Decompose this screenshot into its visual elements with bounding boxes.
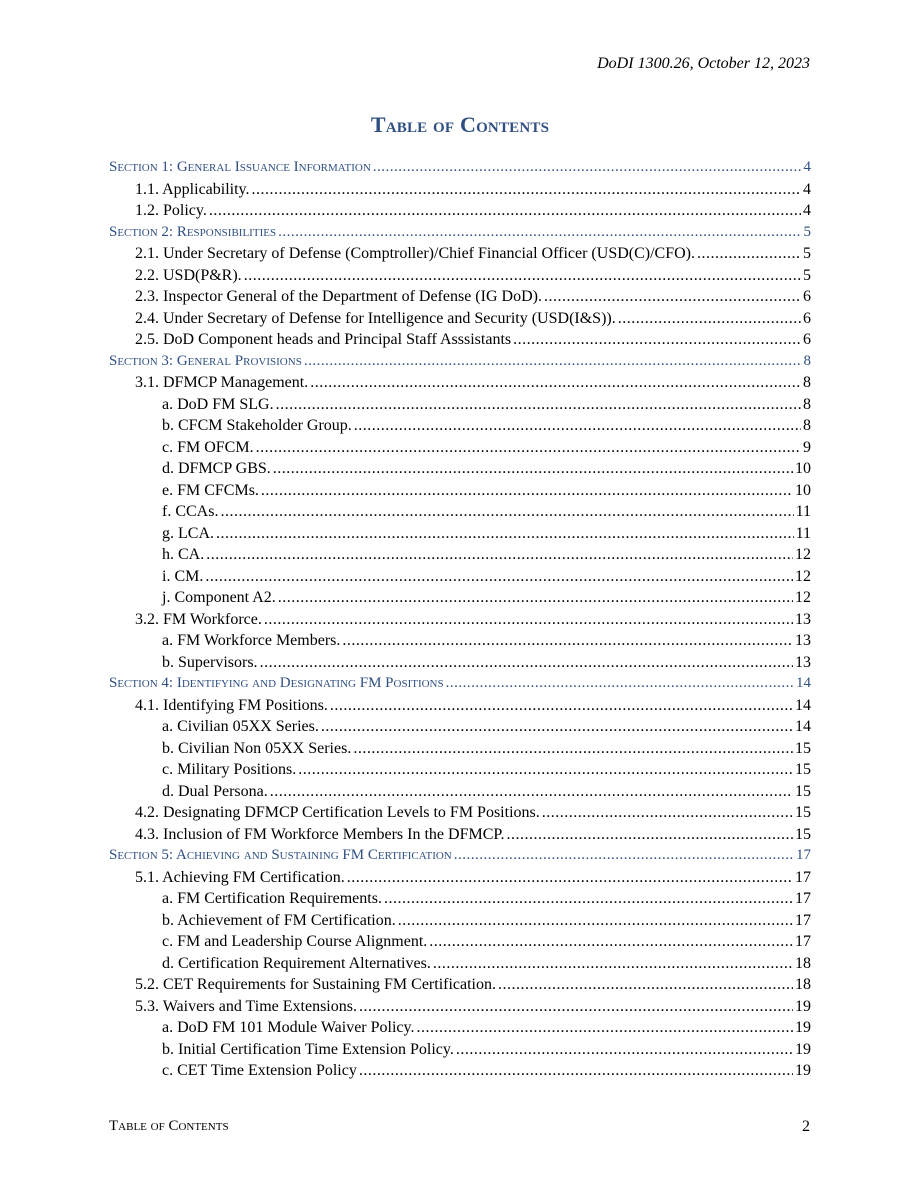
toc-entry-label: 2.2. USD(P&R). (135, 266, 242, 284)
dot-leader (347, 867, 793, 889)
toc-entry[interactable] (109, 910, 811, 932)
dot-leader (321, 716, 793, 738)
toc-entry[interactable] (109, 308, 811, 330)
dot-leader (433, 953, 793, 975)
dot-leader (278, 222, 801, 244)
toc-entry-page: 15 (795, 782, 811, 800)
toc-entry[interactable] (109, 953, 811, 975)
toc-entry[interactable] (109, 716, 811, 738)
toc-entry-page: 6 (803, 309, 811, 327)
toc-entry[interactable] (109, 458, 811, 480)
dot-leader (542, 802, 793, 824)
toc-entry[interactable] (109, 759, 811, 781)
toc-entry-label: b. Initial Certification Time Extension Policy. (162, 1040, 454, 1058)
toc-entry-label: c. FM OFCM. (162, 438, 254, 456)
toc-entry[interactable] (109, 781, 811, 803)
toc-entry-label: 3.1. DFMCP Management. (135, 374, 309, 391)
toc-list (109, 157, 811, 1082)
toc-entry[interactable] (109, 523, 811, 545)
dot-leader (209, 200, 801, 222)
dot-leader (429, 931, 793, 953)
toc-entry[interactable] (109, 200, 811, 222)
toc-entry-page: 10 (795, 460, 811, 477)
toc-entry-label: f. CCAs. (162, 503, 219, 520)
toc-entry[interactable] (109, 329, 811, 351)
toc-entry[interactable] (109, 695, 811, 717)
dot-leader (270, 781, 793, 803)
toc-entry-label: b. Supervisors. (162, 653, 258, 671)
toc-entry[interactable] (109, 544, 811, 566)
toc-entry-label: h. CA. (162, 546, 205, 563)
toc-entry-label: 2.5. DoD Component heads and Principal Staff Asssistants (135, 331, 512, 348)
dot-leader (264, 609, 793, 631)
dot-leader (256, 437, 801, 459)
toc-entry[interactable] (109, 179, 811, 201)
dot-leader (276, 394, 801, 416)
dot-leader (261, 480, 793, 502)
dot-leader (384, 888, 793, 910)
dot-leader (330, 695, 793, 717)
dot-leader (398, 910, 793, 932)
toc-entry[interactable] (109, 1017, 811, 1039)
toc-entry-label: d. DFMCP GBS. (162, 460, 271, 477)
toc-entry[interactable] (109, 974, 811, 996)
dot-leader (252, 179, 801, 201)
toc-entry-page: 19 (795, 1062, 811, 1079)
dot-leader (513, 329, 801, 351)
toc-entry-page: 13 (795, 632, 811, 649)
toc-entry-label: i. CM. (162, 567, 204, 585)
toc-entry-page: 17 (795, 933, 811, 950)
toc-entry-page: 17 (796, 847, 811, 863)
toc-section-entry[interactable] (109, 845, 811, 867)
toc-entry-page: 11 (795, 503, 811, 520)
toc-entry-label: a. DoD FM 101 Module Waiver Policy. (162, 1019, 415, 1036)
toc-section-entry[interactable] (109, 222, 811, 244)
dot-leader (354, 415, 801, 437)
toc-entry-page: 8 (803, 374, 811, 391)
toc-entry-label: b. Achievement of FM Certification. (162, 911, 396, 929)
toc-entry-page: 15 (795, 825, 811, 843)
toc-entry-label: 5.2. CET Requirements for Sustaining FM Certification. (135, 976, 496, 993)
toc-entry-label: 3.2. FM Workforce. (135, 610, 262, 628)
toc-entry[interactable] (109, 286, 811, 308)
toc-entry-label: 1.1. Applicability. (135, 180, 250, 198)
toc-entry-page: 15 (795, 804, 811, 821)
toc-entry-label: 4.2. Designating DFMCP Certification Levels to FM Positions. (135, 804, 540, 821)
toc-entry-label: g. LCA. (162, 524, 214, 542)
toc-title: Table of Contents (370, 112, 550, 137)
dot-leader (260, 652, 793, 674)
document-header: DoDI 1300.26, October 12, 2023 (597, 55, 810, 72)
page-number: 2 (802, 1118, 810, 1135)
dot-leader (206, 544, 793, 566)
toc-entry-page: 15 (795, 761, 811, 778)
toc-section-entry[interactable] (109, 351, 811, 373)
footer-section-label: Table of Contents (109, 1118, 229, 1134)
toc-entry-page: 18 (795, 976, 811, 993)
toc-entry-page: 12 (795, 546, 811, 563)
dot-leader (298, 759, 793, 781)
toc-entry[interactable] (109, 501, 811, 523)
dot-leader (618, 308, 801, 330)
toc-entry[interactable] (109, 738, 811, 760)
toc-section-entry[interactable] (109, 157, 811, 179)
toc-entry-label: a. DoD FM SLG. (162, 395, 274, 413)
dot-leader (244, 265, 801, 287)
toc-entry[interactable] (109, 630, 811, 652)
toc-entry-label: e. FM CFCMs. (162, 481, 259, 499)
toc-entry-page: 5 (803, 245, 811, 262)
toc-entry[interactable] (109, 802, 811, 824)
toc-entry-label: Section 5: Achieving and Sustaining FM Certification (109, 847, 452, 863)
toc-entry-page: 13 (795, 610, 811, 628)
toc-entry[interactable] (109, 415, 811, 437)
toc-entry[interactable] (109, 888, 811, 910)
toc-entry-page: 19 (795, 1040, 811, 1058)
toc-entry[interactable] (109, 394, 811, 416)
toc-entry-page: 4 (803, 180, 811, 198)
toc-entry[interactable] (109, 1060, 811, 1082)
toc-entry-page: 17 (795, 911, 811, 929)
toc-entry[interactable] (109, 437, 811, 459)
toc-entry-page: 19 (795, 1019, 811, 1036)
toc-entry-label: c. CET Time Extension Policy (162, 1062, 357, 1079)
toc-entry-label: c. FM and Leadership Course Alignment. (162, 933, 428, 950)
toc-entry[interactable] (109, 867, 811, 889)
toc-entry-label: 4.3. Inclusion of FM Workforce Members In the DFMCP. (135, 825, 505, 843)
dot-leader (205, 566, 793, 588)
toc-entry[interactable] (109, 243, 811, 265)
toc-entry-page: 15 (795, 739, 811, 757)
toc-entry-page: 10 (795, 481, 811, 499)
toc-entry-page: 12 (795, 567, 811, 585)
toc-entry-page: 18 (795, 954, 811, 972)
dot-leader (446, 673, 794, 695)
toc-entry[interactable] (109, 652, 811, 674)
toc-entry-page: 14 (796, 675, 811, 691)
dot-leader (216, 523, 794, 545)
toc-entry-label: d. Dual Persona. (162, 782, 268, 800)
dot-leader (507, 824, 794, 846)
dot-leader (456, 1039, 793, 1061)
toc-entry-page: 8 (803, 417, 811, 434)
dot-leader (359, 1060, 793, 1082)
toc-entry[interactable] (109, 609, 811, 631)
toc-entry[interactable] (109, 996, 811, 1018)
dot-leader (353, 738, 793, 760)
toc-entry[interactable] (109, 372, 811, 394)
toc-entry-label: j. Component A2. (162, 589, 276, 606)
toc-entry-label: 5.3. Waivers and Time Extensions. (135, 997, 357, 1015)
toc-entry-label: a. FM Certification Requirements. (162, 890, 382, 907)
toc-entry[interactable] (109, 265, 811, 287)
dot-leader (220, 501, 793, 523)
toc-entry-label: 1.2. Policy. (135, 202, 207, 219)
toc-entry-page: 17 (795, 890, 811, 907)
toc-entry-label: b. CFCM Stakeholder Group. (162, 417, 352, 434)
toc-entry-page: 19 (795, 997, 811, 1015)
toc-entry-page: 13 (795, 653, 811, 671)
toc-entry-page: 14 (795, 696, 811, 714)
toc-entry-label: a. Civilian 05XX Series. (162, 718, 319, 735)
toc-entry[interactable] (109, 566, 811, 588)
toc-entry-page: 17 (795, 868, 811, 886)
dot-leader (273, 458, 793, 480)
dot-leader (310, 372, 801, 394)
toc-entry-label: Section 4: Identifying and Designating FM Positions (109, 675, 444, 691)
toc-entry-page: 5 (803, 266, 811, 284)
toc-entry[interactable] (109, 480, 811, 502)
dot-leader (342, 630, 793, 652)
dot-leader (359, 996, 793, 1018)
dot-leader (697, 243, 801, 265)
dot-leader (373, 157, 802, 179)
dot-leader (454, 845, 794, 867)
toc-entry-page: 6 (803, 331, 811, 348)
toc-entry-label: 2.4. Under Secretary of Defense for Intelligence and Security (USD(I&S)). (135, 309, 616, 327)
toc-entry-page: 5 (803, 223, 811, 240)
toc-entry-label: 5.1. Achieving FM Certification. (135, 868, 345, 886)
toc-entry[interactable] (109, 1039, 811, 1061)
toc-entry-label: d. Certification Requirement Alternatives. (162, 954, 431, 972)
toc-entry-label: c. Military Positions. (162, 761, 297, 778)
toc-entry-page: 4 (803, 202, 811, 219)
toc-entry[interactable] (109, 587, 811, 609)
toc-entry-label: 2.3. Inspector General of the Department of Defense (IG DoD). (135, 288, 542, 305)
toc-entry[interactable] (109, 931, 811, 953)
dot-leader (416, 1017, 793, 1039)
toc-entry-label: b. Civilian Non 05XX Series. (162, 739, 352, 757)
dot-leader (304, 351, 802, 373)
toc-entry-page: 9 (803, 438, 811, 456)
toc-entry-page: 6 (803, 288, 811, 305)
toc-entry-page: 4 (803, 159, 811, 175)
toc-entry-page: 12 (795, 589, 811, 606)
dot-leader (544, 286, 801, 308)
toc-section-entry[interactable] (109, 673, 811, 695)
toc-entry-label: 2.1. Under Secretary of Defense (Comptroller)/Chief Financial Officer (USD(C)/CFO). (135, 245, 695, 262)
toc-entry-label: Section 2: Responsibilities (109, 223, 277, 240)
toc-entry-page: 8 (803, 352, 811, 369)
dot-leader (498, 974, 793, 996)
dot-leader (278, 587, 793, 609)
toc-entry-label: a. FM Workforce Members. (162, 632, 341, 649)
toc-entry-page: 14 (795, 718, 811, 735)
toc-entry-page: 11 (795, 524, 811, 542)
toc-entry-label: Section 1: General Issuance Information (109, 159, 371, 175)
toc-entry-page: 8 (803, 395, 811, 413)
toc-entry-label: Section 3: General Provisions (109, 352, 302, 369)
toc-entry-label: 4.1. Identifying FM Positions. (135, 696, 328, 714)
toc-entry[interactable] (109, 824, 811, 846)
